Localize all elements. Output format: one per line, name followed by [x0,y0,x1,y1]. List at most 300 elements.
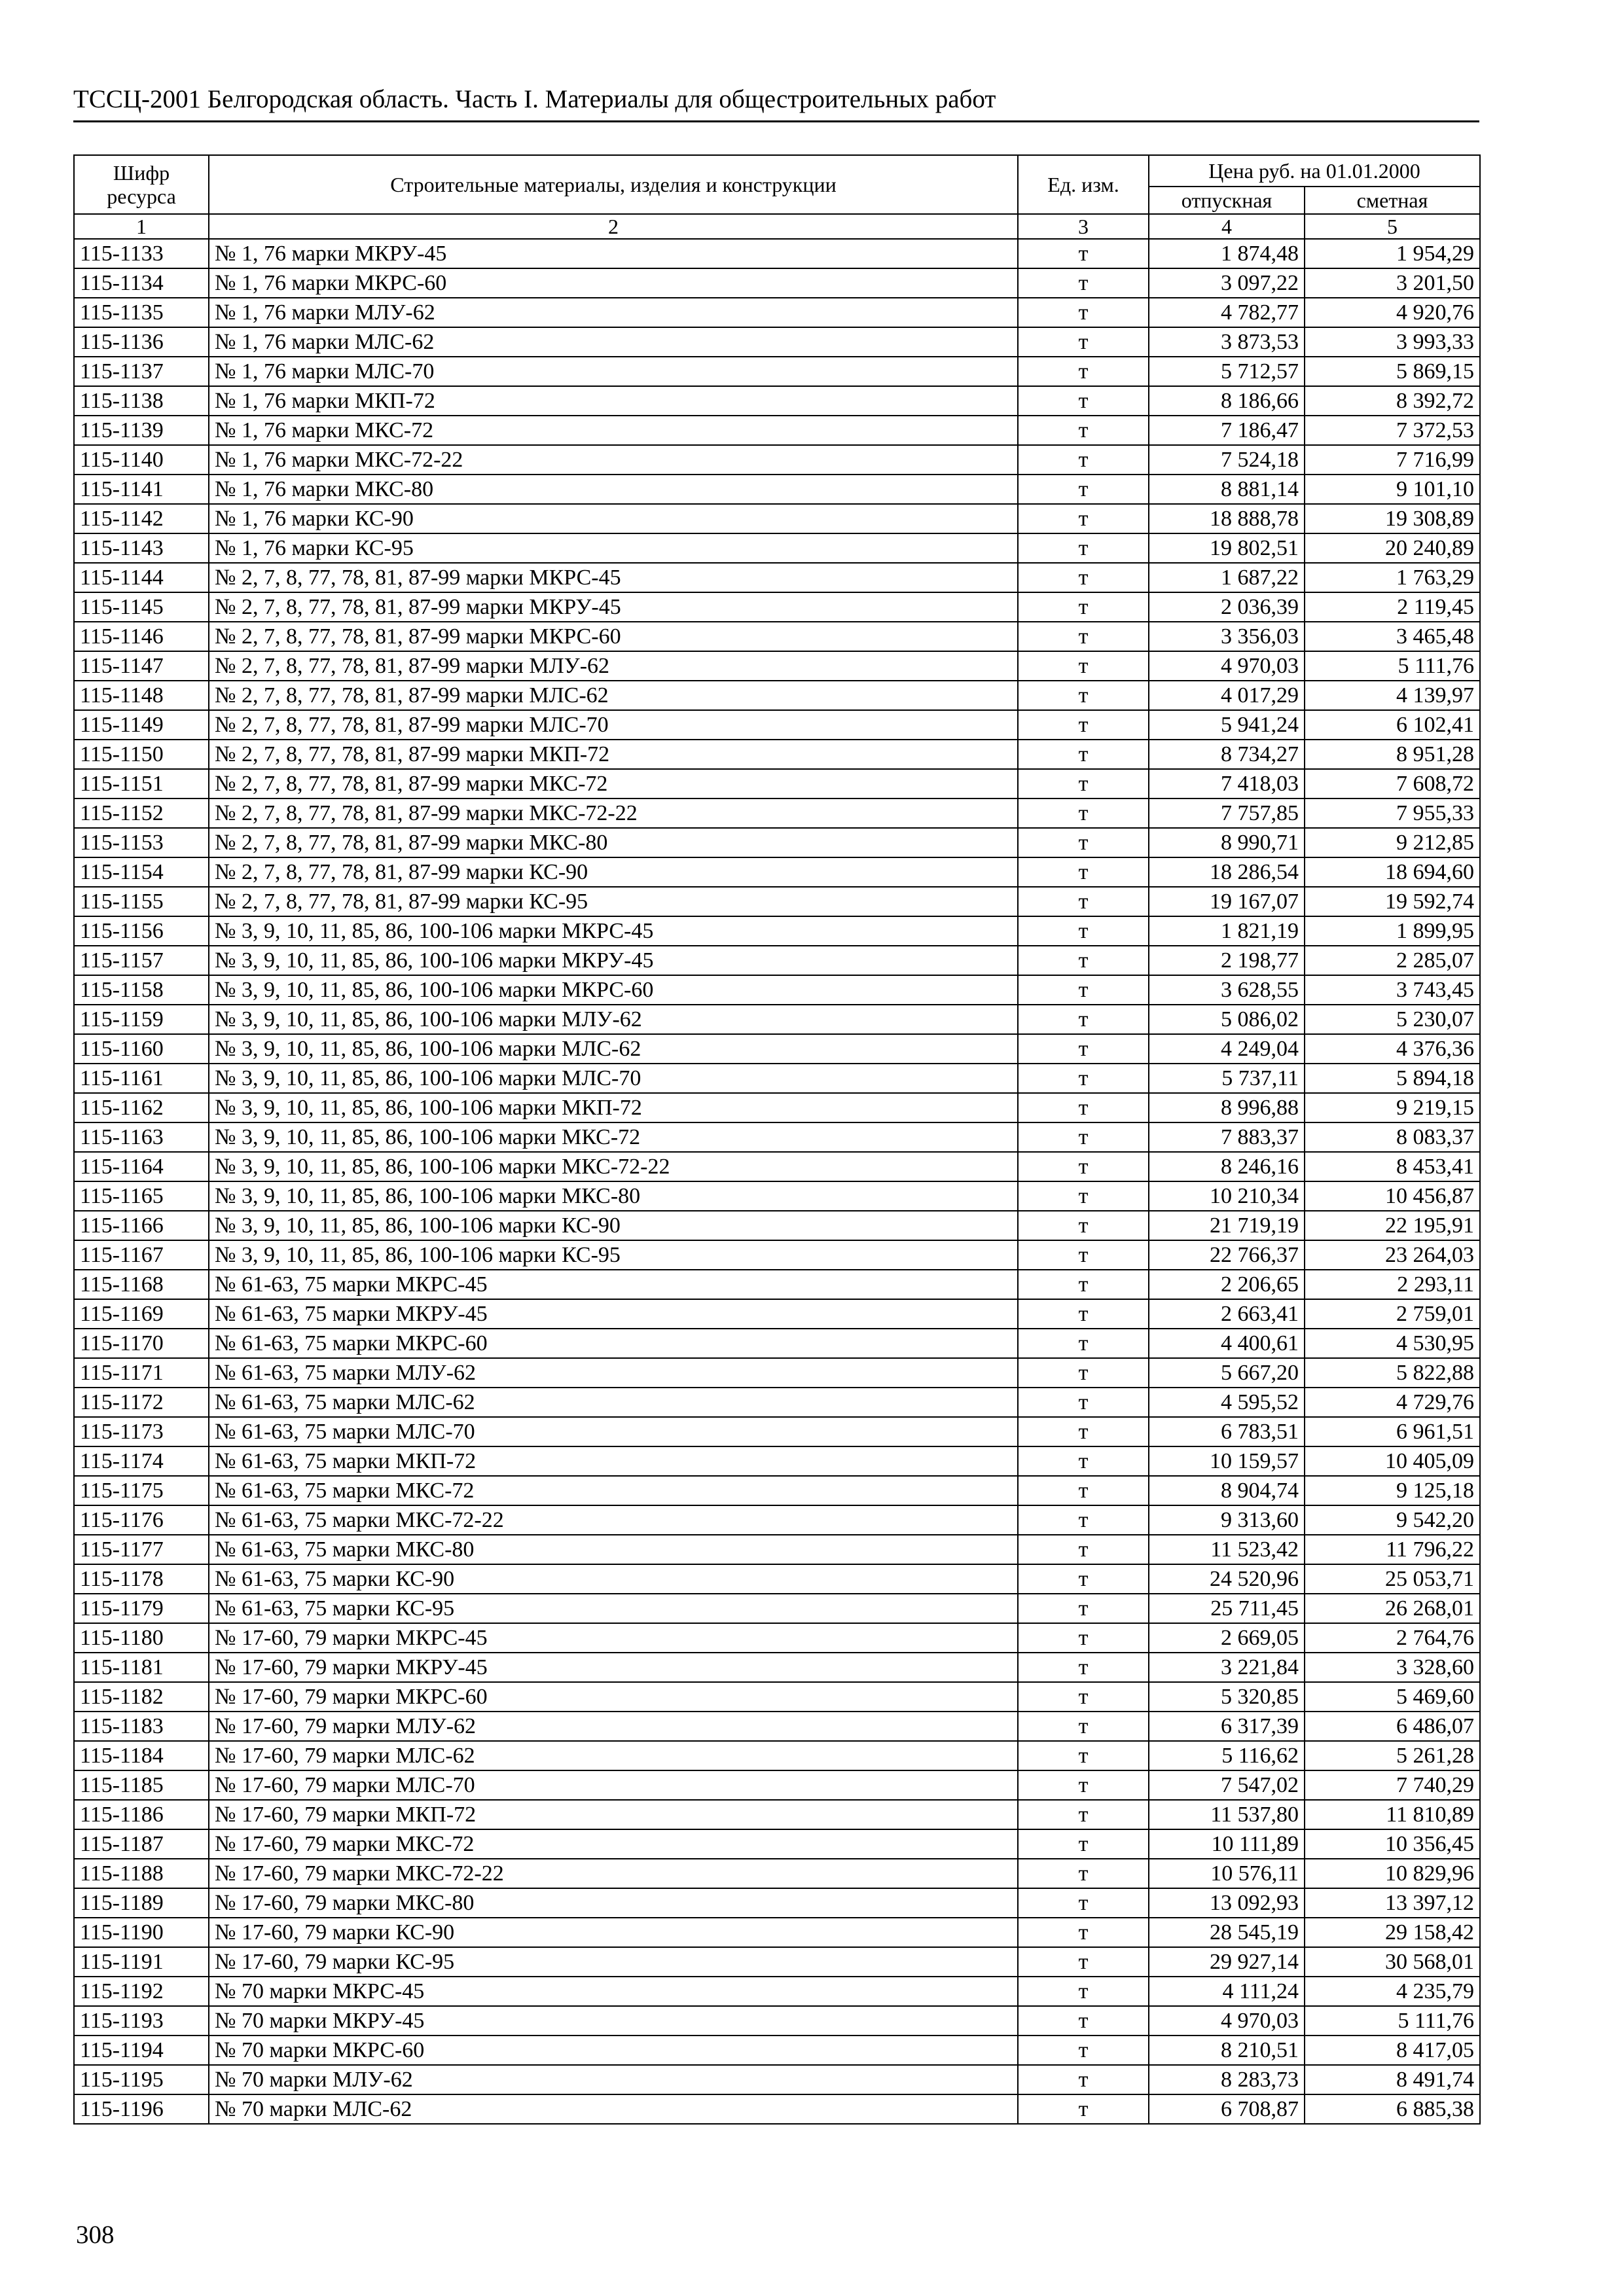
cell-price-release: 11 537,80 [1149,1800,1305,1829]
cell-price-estimate: 26 268,01 [1305,1594,1480,1623]
cell-unit: т [1018,2065,1149,2094]
cell-price-release: 7 757,85 [1149,798,1305,828]
cell-price-estimate: 4 729,76 [1305,1388,1480,1417]
cell-price-release: 4 111,24 [1149,1977,1305,2006]
cell-name: № 2, 7, 8, 77, 78, 81, 87-99 марки МКС-80 [209,828,1018,857]
table-row [74,798,1480,828]
cell-unit: т [1018,1034,1149,1064]
cell-price-estimate: 10 405,09 [1305,1446,1480,1476]
cell-code: 115-1139 [74,416,209,445]
cell-price-estimate: 3 743,45 [1305,975,1480,1005]
cell-price-estimate: 4 920,76 [1305,298,1480,327]
cell-unit: т [1018,1093,1149,1122]
cell-code: 115-1151 [74,769,209,798]
cell-price-estimate: 5 469,60 [1305,1682,1480,1712]
table-row [74,2094,1480,2124]
cell-name: № 70 марки МЛС-62 [209,2094,1018,2124]
cell-code: 115-1134 [74,268,209,298]
cell-price-estimate: 8 083,37 [1305,1122,1480,1152]
table-row [74,710,1480,740]
cell-name: № 17-60, 79 марки МЛС-62 [209,1741,1018,1770]
cell-price-estimate: 5 894,18 [1305,1064,1480,1093]
cell-price-estimate: 4 139,97 [1305,681,1480,710]
cell-code: 115-1166 [74,1211,209,1240]
column-number: 3 [1018,214,1149,239]
cell-unit: т [1018,475,1149,504]
table-row [74,1829,1480,1859]
cell-price-estimate: 6 102,41 [1305,710,1480,740]
table-row [74,1093,1480,1122]
cell-code: 115-1173 [74,1417,209,1446]
cell-unit: т [1018,1005,1149,1034]
cell-price-release: 3 873,53 [1149,327,1305,357]
table-row [74,1358,1480,1388]
table-row [74,239,1480,268]
cell-code: 115-1142 [74,504,209,533]
cell-price-estimate: 10 456,87 [1305,1181,1480,1211]
table-row [74,1122,1480,1152]
cell-unit: т [1018,1417,1149,1446]
cell-price-estimate: 1 899,95 [1305,916,1480,946]
table-row [74,357,1480,386]
cell-unit: т [1018,1064,1149,1093]
cell-price-release: 6 317,39 [1149,1712,1305,1741]
table-row [74,1888,1480,1918]
cell-code: 115-1147 [74,651,209,681]
cell-code: 115-1171 [74,1358,209,1388]
table-row [74,1152,1480,1181]
cell-price-estimate: 3 465,48 [1305,622,1480,651]
cell-name: № 1, 76 марки МКС-72 [209,416,1018,445]
cell-price-estimate: 4 530,95 [1305,1329,1480,1358]
table-row [74,475,1480,504]
cell-price-release: 8 904,74 [1149,1476,1305,1505]
cell-price-release: 7 883,37 [1149,1122,1305,1152]
cell-price-release: 1 687,22 [1149,563,1305,592]
cell-code: 115-1143 [74,533,209,563]
cell-name: № 2, 7, 8, 77, 78, 81, 87-99 марки МЛС-70 [209,710,1018,740]
cell-name: № 17-60, 79 марки МКРС-60 [209,1682,1018,1712]
cell-code: 115-1161 [74,1064,209,1093]
cell-unit: т [1018,681,1149,710]
header-price-release: отпускная [1149,187,1305,214]
cell-name: № 1, 76 марки МКРС-60 [209,268,1018,298]
table-row [74,1741,1480,1770]
cell-name: № 3, 9, 10, 11, 85, 86, 100-106 марки МКС-80 [209,1181,1018,1211]
table-row [74,504,1480,533]
cell-unit: т [1018,1564,1149,1594]
cell-name: № 61-63, 75 марки МЛС-62 [209,1388,1018,1417]
cell-unit: т [1018,2036,1149,2065]
cell-price-release: 19 802,51 [1149,533,1305,563]
table-row [74,740,1480,769]
cell-name: № 17-60, 79 марки МКС-72-22 [209,1859,1018,1888]
cell-price-release: 11 523,42 [1149,1535,1305,1564]
cell-price-estimate: 5 111,76 [1305,2006,1480,2036]
cell-unit: т [1018,1888,1149,1918]
cell-name: № 17-60, 79 марки МЛУ-62 [209,1712,1018,1741]
cell-name: № 2, 7, 8, 77, 78, 81, 87-99 марки МКРС-60 [209,622,1018,651]
cell-price-release: 4 782,77 [1149,298,1305,327]
cell-price-release: 1 874,48 [1149,239,1305,268]
cell-price-release: 4 400,61 [1149,1329,1305,1358]
cell-price-release: 5 320,85 [1149,1682,1305,1712]
cell-price-release: 10 159,57 [1149,1446,1305,1476]
cell-code: 115-1148 [74,681,209,710]
table-row [74,1564,1480,1594]
cell-price-release: 22 766,37 [1149,1240,1305,1270]
cell-name: № 1, 76 марки КС-90 [209,504,1018,533]
cell-price-release: 6 708,87 [1149,2094,1305,2124]
cell-name: № 17-60, 79 марки КС-90 [209,1918,1018,1947]
cell-unit: т [1018,1446,1149,1476]
cell-code: 115-1170 [74,1329,209,1358]
cell-price-estimate: 2 119,45 [1305,592,1480,622]
cell-price-estimate: 5 869,15 [1305,357,1480,386]
cell-unit: т [1018,1270,1149,1299]
cell-unit: т [1018,357,1149,386]
cell-unit: т [1018,1505,1149,1535]
cell-code: 115-1174 [74,1446,209,1476]
cell-price-release: 2 036,39 [1149,592,1305,622]
table-row [74,563,1480,592]
cell-price-release: 1 821,19 [1149,916,1305,946]
cell-name: № 2, 7, 8, 77, 78, 81, 87-99 марки КС-95 [209,887,1018,916]
cell-unit: т [1018,1535,1149,1564]
cell-name: № 1, 76 марки МЛС-62 [209,327,1018,357]
cell-price-estimate: 2 293,11 [1305,1270,1480,1299]
cell-code: 115-1183 [74,1712,209,1741]
cell-code: 115-1165 [74,1181,209,1211]
cell-price-release: 5 737,11 [1149,1064,1305,1093]
cell-price-estimate: 6 486,07 [1305,1712,1480,1741]
cell-name: № 17-60, 79 марки МКС-80 [209,1888,1018,1918]
table-row [74,1034,1480,1064]
table-row [74,1653,1480,1682]
cell-code: 115-1159 [74,1005,209,1034]
cell-price-release: 18 888,78 [1149,504,1305,533]
cell-price-release: 4 970,03 [1149,2006,1305,2036]
table-row [74,1181,1480,1211]
cell-price-release: 5 712,57 [1149,357,1305,386]
cell-code: 115-1146 [74,622,209,651]
cell-unit: т [1018,769,1149,798]
cell-price-release: 7 524,18 [1149,445,1305,475]
cell-price-estimate: 8 392,72 [1305,386,1480,416]
header-price-group: Цена руб. на 01.01.2000 [1149,155,1480,187]
table-row [74,592,1480,622]
cell-name: № 17-60, 79 марки МКРС-45 [209,1623,1018,1653]
cell-name: № 2, 7, 8, 77, 78, 81, 87-99 марки МЛС-62 [209,681,1018,710]
cell-code: 115-1193 [74,2006,209,2036]
table-row [74,1476,1480,1505]
cell-name: № 61-63, 75 марки МКС-80 [209,1535,1018,1564]
cell-unit: т [1018,1653,1149,1682]
cell-unit: т [1018,1947,1149,1977]
column-number: 4 [1149,214,1305,239]
cell-unit: т [1018,1329,1149,1358]
cell-unit: т [1018,1741,1149,1770]
column-number: 5 [1305,214,1480,239]
cell-price-release: 13 092,93 [1149,1888,1305,1918]
cell-name: № 17-60, 79 марки МКС-72 [209,1829,1018,1859]
cell-name: № 61-63, 75 марки МКРС-45 [209,1270,1018,1299]
cell-price-release: 4 017,29 [1149,681,1305,710]
cell-price-release: 29 927,14 [1149,1947,1305,1977]
cell-name: № 17-60, 79 марки МКРУ-45 [209,1653,1018,1682]
table-row [74,1535,1480,1564]
table-row [74,887,1480,916]
table-row [74,2065,1480,2094]
cell-code: 115-1167 [74,1240,209,1270]
cell-name: № 1, 76 марки МКП-72 [209,386,1018,416]
cell-unit: т [1018,1800,1149,1829]
cell-unit: т [1018,386,1149,416]
cell-price-release: 2 663,41 [1149,1299,1305,1329]
cell-code: 115-1184 [74,1741,209,1770]
cell-price-estimate: 2 285,07 [1305,946,1480,975]
cell-name: № 61-63, 75 марки МКРУ-45 [209,1299,1018,1329]
cell-price-estimate: 1 954,29 [1305,239,1480,268]
cell-name: № 2, 7, 8, 77, 78, 81, 87-99 марки МКРУ-45 [209,592,1018,622]
cell-code: 115-1176 [74,1505,209,1535]
cell-price-release: 7 547,02 [1149,1770,1305,1800]
cell-price-release: 2 669,05 [1149,1623,1305,1653]
cell-code: 115-1163 [74,1122,209,1152]
cell-name: № 61-63, 75 марки МЛУ-62 [209,1358,1018,1388]
cell-price-release: 3 097,22 [1149,268,1305,298]
cell-price-estimate: 4 235,79 [1305,1977,1480,2006]
cell-code: 115-1186 [74,1800,209,1829]
cell-price-release: 2 198,77 [1149,946,1305,975]
cell-name: № 1, 76 марки МКРУ-45 [209,239,1018,268]
cell-name: № 61-63, 75 марки МКС-72-22 [209,1505,1018,1535]
cell-code: 115-1145 [74,592,209,622]
cell-code: 115-1191 [74,1947,209,1977]
cell-price-estimate: 5 230,07 [1305,1005,1480,1034]
cell-unit: т [1018,1770,1149,1800]
cell-unit: т [1018,975,1149,1005]
cell-unit: т [1018,416,1149,445]
cell-price-release: 8 246,16 [1149,1152,1305,1181]
cell-price-estimate: 2 764,76 [1305,1623,1480,1653]
cell-name: № 3, 9, 10, 11, 85, 86, 100-106 марки МКС-72 [209,1122,1018,1152]
cell-code: 115-1160 [74,1034,209,1064]
cell-unit: т [1018,239,1149,268]
table-row [74,1594,1480,1623]
cell-unit: т [1018,327,1149,357]
cell-price-estimate: 6 961,51 [1305,1417,1480,1446]
cell-code: 115-1162 [74,1093,209,1122]
table-row [74,681,1480,710]
table-row [74,916,1480,946]
cell-unit: т [1018,1181,1149,1211]
table-row [74,1918,1480,1947]
cell-unit: т [1018,946,1149,975]
cell-unit: т [1018,1388,1149,1417]
cell-price-estimate: 2 759,01 [1305,1299,1480,1329]
cell-name: № 2, 7, 8, 77, 78, 81, 87-99 марки МКРС-45 [209,563,1018,592]
cell-code: 115-1181 [74,1653,209,1682]
cell-unit: т [1018,1476,1149,1505]
cell-price-release: 4 595,52 [1149,1388,1305,1417]
cell-unit: т [1018,710,1149,740]
cell-price-estimate: 20 240,89 [1305,533,1480,563]
cell-name: № 3, 9, 10, 11, 85, 86, 100-106 марки МКП-72 [209,1093,1018,1122]
header-unit: Ед. изм. [1018,155,1149,214]
cell-price-estimate: 6 885,38 [1305,2094,1480,2124]
table-row [74,1977,1480,2006]
cell-code: 115-1140 [74,445,209,475]
cell-price-estimate: 4 376,36 [1305,1034,1480,1064]
cell-name: № 70 марки МЛУ-62 [209,2065,1018,2094]
table-row [74,1270,1480,1299]
cell-price-estimate: 8 417,05 [1305,2036,1480,2065]
cell-code: 115-1177 [74,1535,209,1564]
cell-price-release: 8 283,73 [1149,2065,1305,2094]
cell-code: 115-1150 [74,740,209,769]
cell-name: № 61-63, 75 марки МКС-72 [209,1476,1018,1505]
cell-price-release: 10 576,11 [1149,1859,1305,1888]
cell-price-estimate: 7 740,29 [1305,1770,1480,1800]
cell-name: № 61-63, 75 марки МКРС-60 [209,1329,1018,1358]
table-row [74,946,1480,975]
cell-code: 115-1175 [74,1476,209,1505]
cell-name: № 2, 7, 8, 77, 78, 81, 87-99 марки КС-90 [209,857,1018,887]
cell-code: 115-1169 [74,1299,209,1329]
cell-name: № 70 марки МКРУ-45 [209,2006,1018,2036]
cell-code: 115-1192 [74,1977,209,2006]
cell-price-estimate: 11 810,89 [1305,1800,1480,1829]
cell-unit: т [1018,1829,1149,1859]
cell-price-estimate: 7 716,99 [1305,445,1480,475]
cell-code: 115-1188 [74,1859,209,1888]
cell-price-release: 8 990,71 [1149,828,1305,857]
table-row [74,1446,1480,1476]
cell-price-release: 7 418,03 [1149,769,1305,798]
table-row [74,533,1480,563]
cell-name: № 1, 76 марки МКС-80 [209,475,1018,504]
cell-unit: т [1018,1594,1149,1623]
table-row [74,2006,1480,2036]
cell-code: 115-1180 [74,1623,209,1653]
cell-unit: т [1018,798,1149,828]
cell-name: № 61-63, 75 марки МКП-72 [209,1446,1018,1476]
table-row [74,1299,1480,1329]
cell-unit: т [1018,1977,1149,2006]
cell-name: № 3, 9, 10, 11, 85, 86, 100-106 марки МКРС-60 [209,975,1018,1005]
table-row [74,1800,1480,1829]
cell-name: № 3, 9, 10, 11, 85, 86, 100-106 марки МЛУ-62 [209,1005,1018,1034]
cell-code: 115-1195 [74,2065,209,2094]
cell-unit: т [1018,268,1149,298]
cell-unit: т [1018,563,1149,592]
table-row [74,1947,1480,1977]
cell-name: № 61-63, 75 марки МЛС-70 [209,1417,1018,1446]
table-row [74,1211,1480,1240]
cell-code: 115-1155 [74,887,209,916]
cell-price-release: 5 941,24 [1149,710,1305,740]
cell-unit: т [1018,740,1149,769]
table-row [74,1505,1480,1535]
cell-price-release: 2 206,65 [1149,1270,1305,1299]
cell-code: 115-1190 [74,1918,209,1947]
cell-unit: т [1018,1358,1149,1388]
cell-price-estimate: 5 111,76 [1305,651,1480,681]
table-row [74,622,1480,651]
table-row [74,327,1480,357]
cell-name: № 3, 9, 10, 11, 85, 86, 100-106 марки КС-90 [209,1211,1018,1240]
table-row [74,1417,1480,1446]
cell-name: № 3, 9, 10, 11, 85, 86, 100-106 марки МЛС-70 [209,1064,1018,1093]
cell-price-release: 10 111,89 [1149,1829,1305,1859]
cell-price-estimate: 23 264,03 [1305,1240,1480,1270]
cell-price-estimate: 22 195,91 [1305,1211,1480,1240]
cell-code: 115-1178 [74,1564,209,1594]
cell-price-release: 21 719,19 [1149,1211,1305,1240]
table-row [74,828,1480,857]
cell-unit: т [1018,828,1149,857]
cell-name: № 61-63, 75 марки КС-90 [209,1564,1018,1594]
cell-code: 115-1152 [74,798,209,828]
cell-code: 115-1138 [74,386,209,416]
cell-price-estimate: 7 955,33 [1305,798,1480,828]
cell-unit: т [1018,1211,1149,1240]
table-body [74,239,1480,2124]
column-number: 2 [209,214,1018,239]
cell-name: № 3, 9, 10, 11, 85, 86, 100-106 марки МКРУ-45 [209,946,1018,975]
cell-unit: т [1018,887,1149,916]
cell-code: 115-1196 [74,2094,209,2124]
cell-price-release: 5 086,02 [1149,1005,1305,1034]
cell-price-release: 28 545,19 [1149,1918,1305,1947]
table-row [74,1064,1480,1093]
cell-code: 115-1133 [74,239,209,268]
cell-price-estimate: 30 568,01 [1305,1947,1480,1977]
cell-unit: т [1018,1299,1149,1329]
cell-price-release: 8 881,14 [1149,475,1305,504]
cell-price-estimate: 9 212,85 [1305,828,1480,857]
cell-name: № 3, 9, 10, 11, 85, 86, 100-106 марки МЛС-62 [209,1034,1018,1064]
cell-price-estimate: 5 261,28 [1305,1741,1480,1770]
table-row [74,416,1480,445]
cell-price-estimate: 3 201,50 [1305,268,1480,298]
cell-code: 115-1182 [74,1682,209,1712]
cell-name: № 2, 7, 8, 77, 78, 81, 87-99 марки МКС-72-22 [209,798,1018,828]
cell-unit: т [1018,622,1149,651]
table-row [74,1623,1480,1653]
cell-price-estimate: 7 372,53 [1305,416,1480,445]
cell-code: 115-1194 [74,2036,209,2065]
cell-price-estimate: 3 993,33 [1305,327,1480,357]
cell-price-estimate: 10 356,45 [1305,1829,1480,1859]
cell-unit: т [1018,533,1149,563]
cell-price-release: 4 249,04 [1149,1034,1305,1064]
header-name: Строительные материалы, изделия и конструкции [209,155,1018,214]
cell-code: 115-1179 [74,1594,209,1623]
cell-name: № 1, 76 марки МЛС-70 [209,357,1018,386]
table-row [74,1682,1480,1712]
cell-unit: т [1018,1152,1149,1181]
cell-code: 115-1158 [74,975,209,1005]
cell-code: 115-1136 [74,327,209,357]
cell-price-estimate: 11 796,22 [1305,1535,1480,1564]
cell-price-release: 5 116,62 [1149,1741,1305,1770]
price-table [73,154,1481,2125]
cell-unit: т [1018,1623,1149,1653]
cell-unit: т [1018,2006,1149,2036]
cell-price-estimate: 13 397,12 [1305,1888,1480,1918]
